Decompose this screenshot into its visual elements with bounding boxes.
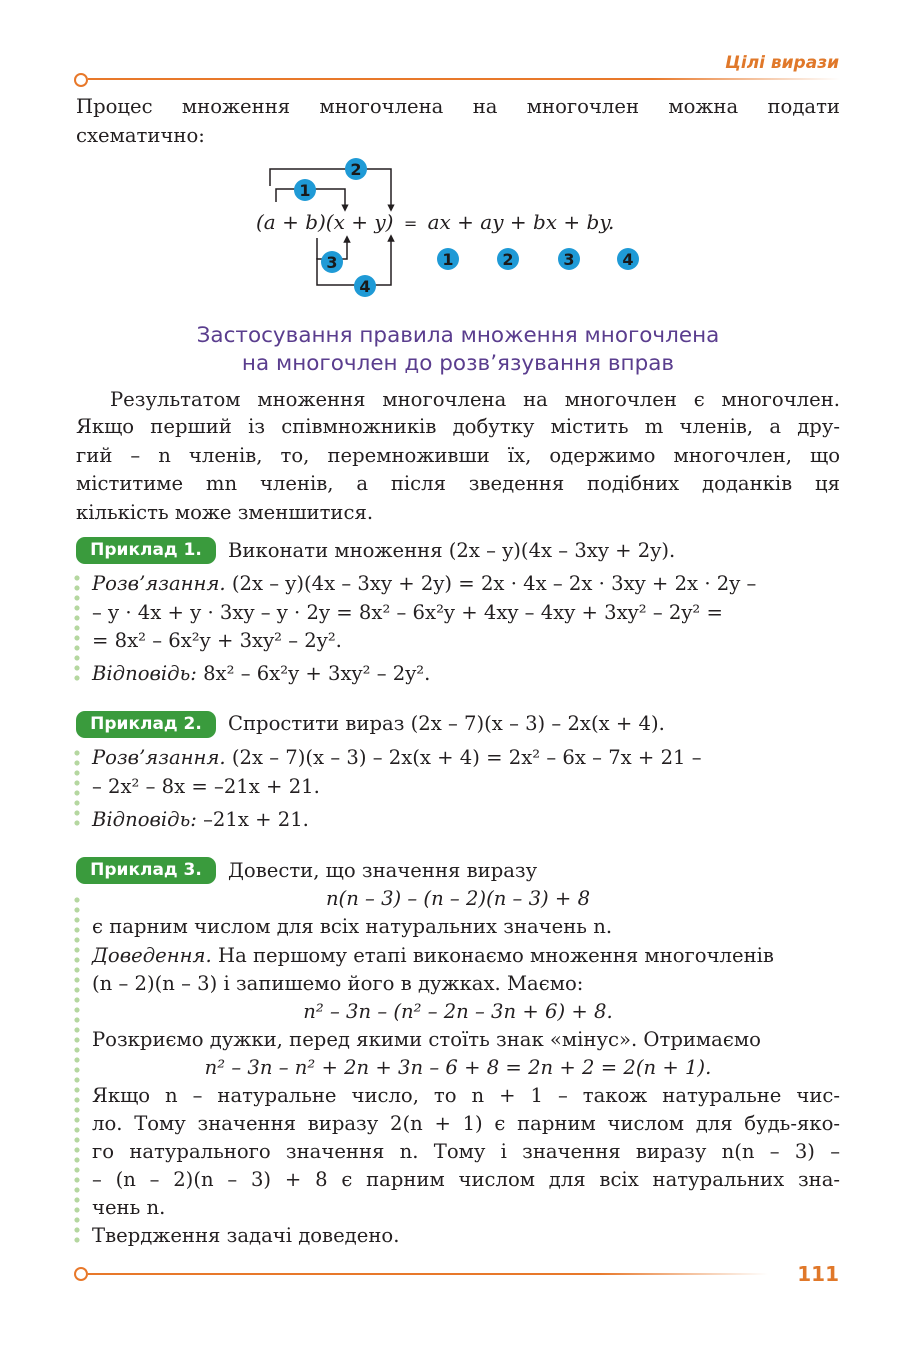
footer-rule-dot <box>74 1267 88 1281</box>
scheme-formula <box>256 210 614 234</box>
paragraph-line-3: гий – n членів, то, перемноживши їх, одержимо многочлен, що <box>76 444 840 467</box>
solution-label: Розв’язання. <box>92 572 226 595</box>
term-badge-4 <box>617 248 639 270</box>
example-3-formula-2: n² – 3n – n² + 2n + 3n – 6 + 8 = 2n + 2 = 2(n + 1). <box>204 1056 712 1079</box>
formula-left: (a + b)(x + y) <box>256 210 394 234</box>
example-1-answer <box>92 660 840 688</box>
svg-text:2: 2 <box>502 250 514 269</box>
svg-text:2: 2 <box>350 160 362 179</box>
example-2-dots <box>74 748 80 830</box>
solution-text: (2x – 7)(x – 3) – 2x(x + 4) = 2x² – 6x – 7x + 21 – <box>231 746 702 769</box>
example-3-formula-1: n² – 3n – (n² – 2n – 3n + 6) + 8. <box>303 1000 613 1023</box>
answer-label: Відповідь: <box>92 662 197 685</box>
example-3-conclusion-line-2: ло. Тому значення виразу 2(n + 1) є парним числом для будь-яко- <box>92 1112 840 1135</box>
page-number: 111 <box>797 1262 839 1286</box>
term-badge-1 <box>437 248 459 270</box>
paragraph-line-5: кількість може зменшитися. <box>76 501 374 524</box>
step-badge-2 <box>345 158 367 180</box>
intro-line-1: Процес множення многочлена на многочлен можна подати <box>76 95 840 118</box>
solution-text: (2x – y)(4x – 3xy + 2y) = 2x · 4x – 2x · 3xy + 2x · 2y – <box>231 572 757 595</box>
paragraph-line-2: Якщо перший із співмножників добутку містить m членів, а дру- <box>76 415 840 438</box>
step-badge-3 <box>321 251 343 273</box>
example-2-task: Спростити вираз (2x – 7)(x – 3) – 2x(x + 4). <box>228 712 665 735</box>
example-2-answer <box>92 806 840 834</box>
answer-label: Відповідь: <box>92 808 197 831</box>
svg-text:3: 3 <box>326 253 338 272</box>
svg-text:4: 4 <box>622 250 634 269</box>
example-2-badge: Приклад 2. <box>76 711 216 738</box>
section-heading-line-1: Застосування правила множення многочлена <box>196 323 720 348</box>
paragraph-line-4: міститиме mn членів, а після зведення подібних доданків ця <box>76 472 840 495</box>
example-3-conclusion-line-3: го натурального значення n. Тому і значення виразу n(n – 3) – <box>92 1140 840 1163</box>
svg-text:4: 4 <box>359 277 371 296</box>
example-1-task: Виконати множення (2x – y)(4x – 3xy + 2y). <box>228 539 676 562</box>
example-2-solution-line-1 <box>92 744 840 772</box>
svg-text:3: 3 <box>563 250 575 269</box>
example-3-final: Твердження задачі доведено. <box>92 1224 400 1247</box>
example-3-conclusion-line-4: – (n – 2)(n – 3) + 8 є парним числом для всіх натуральних зна- <box>92 1168 840 1191</box>
section-heading <box>76 322 840 378</box>
term-badge-2 <box>497 248 519 270</box>
example-3-proof-line-2: (n – 2)(n – 3) і запишемо його в дужках. Маємо: <box>92 972 584 995</box>
solution-label: Розв’язання. <box>92 746 226 769</box>
answer-value: 8x² – 6x²y + 3xy² – 2y². <box>203 662 431 685</box>
header-rule <box>88 78 840 80</box>
example-3-task: Довести, що значення виразу <box>228 859 538 882</box>
footer-rule <box>88 1273 768 1275</box>
svg-text:1: 1 <box>299 181 311 200</box>
intro-line-2: схематично: <box>76 124 205 147</box>
header-rule-dot <box>74 73 88 87</box>
example-3-conclusion-line-1: Якщо n – натуральне число, то n + 1 – також натуральне чис- <box>92 1084 840 1107</box>
formula-right: ax + ay + bx + by. <box>427 210 615 234</box>
proof-text: На першому етапі виконаємо множення многочленів <box>218 944 774 967</box>
example-1-solution-line-2: – y · 4x + y · 3xy – y · 2y = 8x² – 6x²y + 4xy – 4xy + 3xy² – 2y² = <box>92 601 723 624</box>
example-3-expression: n(n – 3) – (n – 2)(n – 3) + 8 <box>325 887 591 910</box>
paragraph-line-1: Результатом множення многочлена на многочлен є многочлен. <box>110 388 840 411</box>
formula-eq: = <box>403 214 418 233</box>
section-heading-line-2: на многочлен до розв’язування вправ <box>241 351 675 376</box>
example-1-solution-line-1 <box>92 570 840 598</box>
proof-label: Доведення. <box>92 944 212 967</box>
example-1-dots <box>74 573 80 685</box>
example-1-solution-line-3: = 8x² – 6x²y + 3xy² – 2y². <box>92 629 342 652</box>
term-badge-3 <box>558 248 580 270</box>
example-1-badge: Приклад 1. <box>76 537 216 564</box>
example-3-proof-line-1 <box>92 942 840 970</box>
example-3-proof-line-3: Розкриємо дужки, перед якими стоїть знак «мінус». Отримаємо <box>92 1028 761 1051</box>
example-3-conclusion-line-5: чень n. <box>92 1196 166 1219</box>
step-badge-1 <box>294 179 316 201</box>
example-2-solution-line-2: – 2x² – 8x = –21x + 21. <box>92 775 320 798</box>
section-title: Цілі вирази <box>725 53 839 73</box>
svg-text:1: 1 <box>442 250 454 269</box>
example-3-badge: Приклад 3. <box>76 857 216 884</box>
example-3-claim: є парним числом для всіх натуральних значень n. <box>92 915 613 938</box>
step-badge-4 <box>354 275 376 297</box>
answer-value: –21x + 21. <box>203 808 309 831</box>
